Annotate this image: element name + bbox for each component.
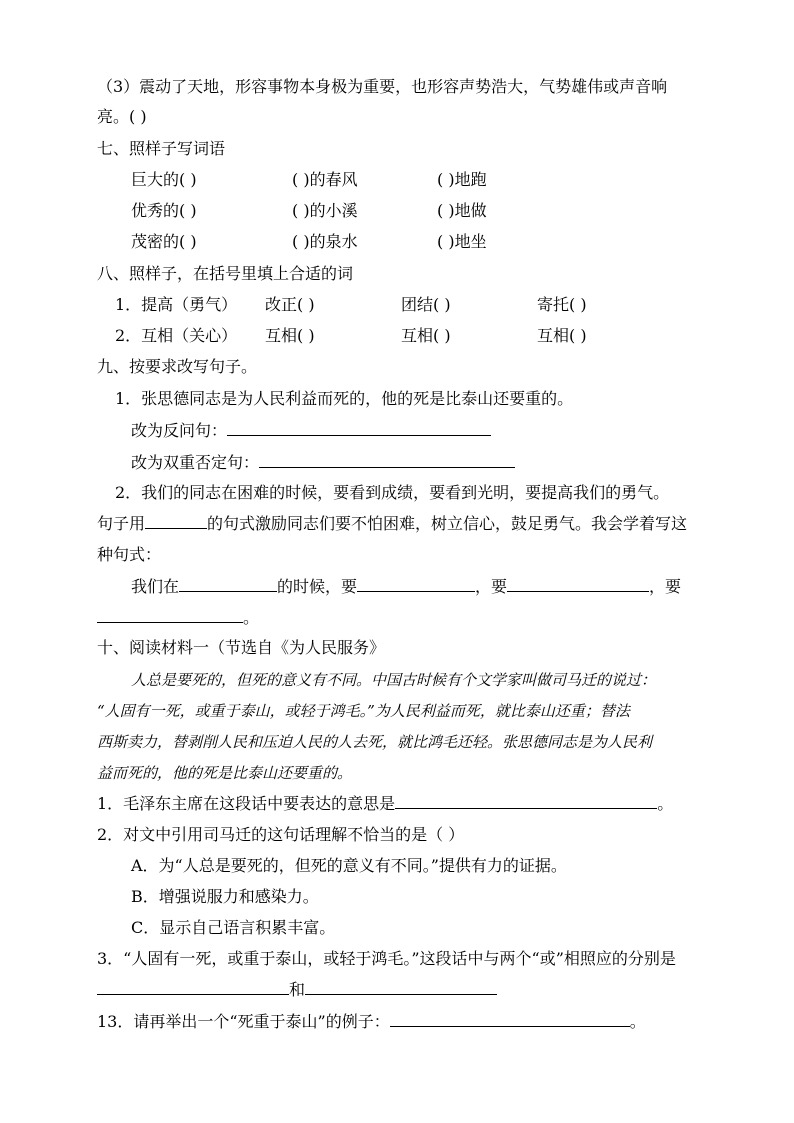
reading-q2-option-b: B．增强说服力和感染力。	[131, 887, 319, 906]
q7-title: 七、照样子写词语	[97, 139, 226, 158]
q8-cell: 改正( )	[265, 295, 315, 314]
answer-blank[interactable]	[145, 514, 207, 529]
q9-s1-double-negative	[131, 453, 515, 473]
q9-s2-text: ，要	[475, 577, 508, 596]
q7-cell: 茂密的( )	[131, 232, 197, 251]
and-label: 和	[289, 980, 306, 999]
answer-blank[interactable]	[227, 421, 491, 436]
q7-cell: ( )地坐	[437, 232, 487, 251]
q6-item3-line1: （3）震动了天地，形容事物本身极为重要，也形容声势浩大，气势雄伟或声音响	[97, 77, 668, 96]
passage-line: 人总是要死的，但死的意义有不同。中国古时候有个文学家叫做司马迁的说过：	[131, 671, 657, 689]
q7-cell: ( )地跑	[437, 170, 487, 189]
q7-cell: ( )地做	[437, 201, 487, 220]
answer-blank[interactable]	[507, 577, 649, 592]
period: 。	[243, 608, 260, 627]
q8-cell: 团结( )	[401, 295, 451, 314]
answer-blank[interactable]	[179, 577, 277, 592]
reading-q13	[97, 1012, 646, 1032]
reading-q2-option-a: A．为“人总是要死的，但死的意义有不同。”提供有力的证据。	[131, 856, 567, 875]
q7-cell: 巨大的( )	[131, 170, 197, 189]
q8-cell: 互相( )	[401, 326, 451, 345]
q9-sentence-1: 1．张思德同志是为人民利益而死的，他的死是比泰山还要重的。	[115, 389, 574, 408]
q9-s1-double-negative-label: 改为双重否定句：	[131, 453, 260, 472]
q9-s1-rhetorical-label: 改为反问句：	[131, 421, 228, 440]
q10-title: 十、阅读材料一（节选自《为人民服务》	[97, 638, 386, 657]
passage-line: 益而死的，他的死是比泰山还要重的。	[97, 764, 353, 782]
answer-blank[interactable]	[390, 1012, 630, 1027]
q9-s2-text: ，要	[649, 577, 682, 596]
passage-line: “人固有一死，或重于泰山，或轻于鸿毛。”为人民利益而死，就比泰山还重；替法	[97, 702, 630, 720]
q8-title: 八、照样子，在括号里填上合适的词	[97, 264, 354, 283]
period: 。	[629, 1012, 646, 1031]
q9-title: 九、按要求改写句子。	[97, 357, 258, 376]
reading-q2-option-c: C．显示自己语言积累丰富。	[131, 918, 336, 937]
q9-s2-suffix: 的句式激励同志们要不怕困难，树立信心，鼓足勇气。我会学着写这	[207, 514, 688, 533]
reading-q1-text: 1．毛泽东主席在这段话中要表达的意思是	[97, 794, 396, 813]
q9-s2-text: 我们在	[131, 577, 180, 596]
q8-cell: 互相( )	[537, 326, 587, 345]
answer-blank[interactable]	[259, 453, 515, 468]
reading-q13-text: 13．请再举出一个“死重于泰山”的例子：	[97, 1012, 390, 1031]
q8-cell: 1．提高（勇气）	[115, 295, 238, 314]
reading-q3: 3．“人固有一死，或重于泰山，或轻于鸿毛。”这段话中与两个“或”相照应的分别是	[97, 949, 676, 968]
q9-s2-line4	[97, 608, 259, 628]
q7-cell: ( )的小溪	[292, 201, 358, 220]
answer-blank[interactable]	[395, 794, 657, 809]
q8-cell: 寄托( )	[537, 295, 587, 314]
q9-s2-prefix: 句子用	[97, 514, 146, 533]
reading-q1	[97, 794, 673, 814]
q6-item3-line2: 亮。( )	[97, 107, 147, 126]
q9-sentence-2: 2．我们的同志在困难的时候，要看到成绩，要看到光明，要提高我们的勇气。	[115, 483, 670, 502]
answer-blank[interactable]	[305, 980, 497, 995]
answer-blank[interactable]	[357, 577, 475, 592]
q9-s2-line1	[97, 514, 687, 534]
q9-s1-rhetorical	[131, 421, 491, 441]
period: 。	[657, 794, 674, 813]
q7-cell: ( )的春风	[292, 170, 358, 189]
q8-cell: 2．互相（关心）	[115, 326, 238, 345]
q8-cell: 互相( )	[265, 326, 315, 345]
reading-q2: 2．对文中引用司马迁的这句话理解不恰当的是（ ）	[97, 825, 465, 844]
answer-blank[interactable]	[97, 980, 289, 995]
q9-s2-line2: 种句式：	[97, 545, 162, 564]
q9-s2-text: 的时候，要	[277, 577, 358, 596]
reading-q3-answer	[97, 980, 497, 1000]
answer-blank[interactable]	[97, 608, 243, 623]
passage-line: 西斯卖力，替剥削人民和压迫人民的人去死，就比鸿毛还轻。张思德同志是为人民利	[97, 733, 653, 751]
q7-cell: 优秀的( )	[131, 201, 197, 220]
q7-cell: ( )的泉水	[292, 232, 358, 251]
q9-s2-line3	[131, 577, 681, 597]
